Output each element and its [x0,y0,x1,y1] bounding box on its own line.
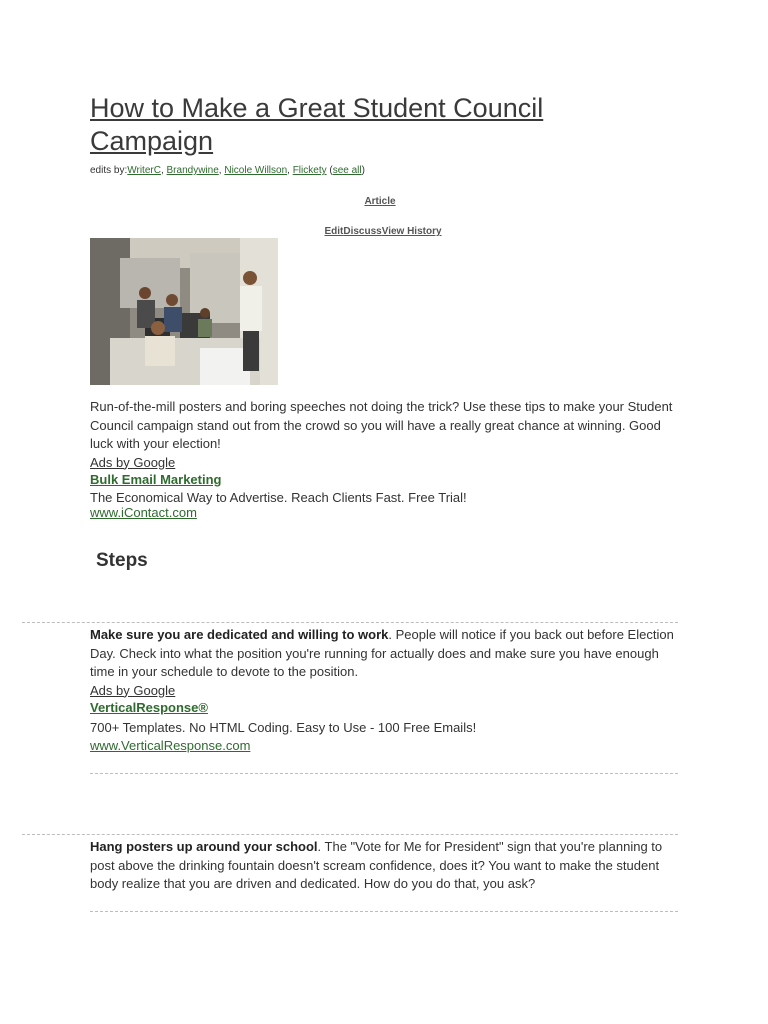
ad-title-link[interactable]: VerticalResponse® [90,700,208,715]
step-item [90,838,680,894]
editor-link-flickety[interactable]: Flickety [292,165,327,176]
view-history-link[interactable]: View History [381,226,442,237]
discuss-link[interactable]: Discuss [343,226,382,237]
edits-by-line: edits by:WriterC, Brandywine, Nicole Willson, Flickety (see all) [90,165,365,176]
step-divider [22,834,678,835]
step-divider [90,911,678,912]
ad-description: 700+ Templates. No HTML Coding. Easy to Use - 100 Free Emails! [90,719,477,735]
editor-link-writerc[interactable]: WriterC [127,165,161,176]
article-actions [0,226,766,237]
step-divider [90,773,678,774]
tab-article[interactable]: Article [364,196,396,207]
ads-by-google-link[interactable]: Ads by Google [90,454,176,470]
intro-paragraph: Run-of-the-mill posters and boring speeches not doing the trick? Use these tips to make your Student Council campaign stand out from the crowd so you will have a really great chance at winning. Good luck with your election! [90,399,673,451]
step-title: Hang posters up around your school [90,839,318,854]
steps-heading: Steps [96,550,148,571]
edit-link[interactable]: Edit [324,226,344,237]
ad-url-link[interactable]: www.VerticalResponse.com [90,738,251,753]
step-text [90,838,680,894]
ad-description: The Economical Way to Advertise. Reach Clients Fast. Free Trial! [90,489,467,505]
step-body: . People will notice if you back out before Election Day. Check into what the position you're running for actually does and make sure you have enough time in your schedule to devote to the position. [90,627,674,679]
step-divider [22,622,678,623]
step-title: Make sure you are dedicated and willing to work [90,627,389,642]
edits-prefix: edits by: [90,165,128,176]
step-text [90,626,680,682]
article-photo [90,238,278,385]
article-intro-block [90,398,680,523]
editor-link-brandywine[interactable]: Brandywine [166,165,219,176]
step-item [90,626,680,756]
step-body: . The "Vote for Me for President" sign that you're planning to post above the drinking fountain doesn't scream confidence, does it? You want to make the student body realize that you are driven and dedicated. How do you do that, you ask? [90,839,663,891]
ads-by-google-link[interactable]: Ads by Google [90,682,176,698]
editor-link-nicole-willson[interactable]: Nicole Willson [224,165,288,176]
ad-title-link[interactable]: Bulk Email Marketing [90,472,222,487]
ad-url-link[interactable]: www.iContact.com [90,505,197,520]
page-title[interactable]: How to Make a Great Student Council Campaign [90,93,544,156]
see-all-link[interactable]: see all [332,165,362,176]
